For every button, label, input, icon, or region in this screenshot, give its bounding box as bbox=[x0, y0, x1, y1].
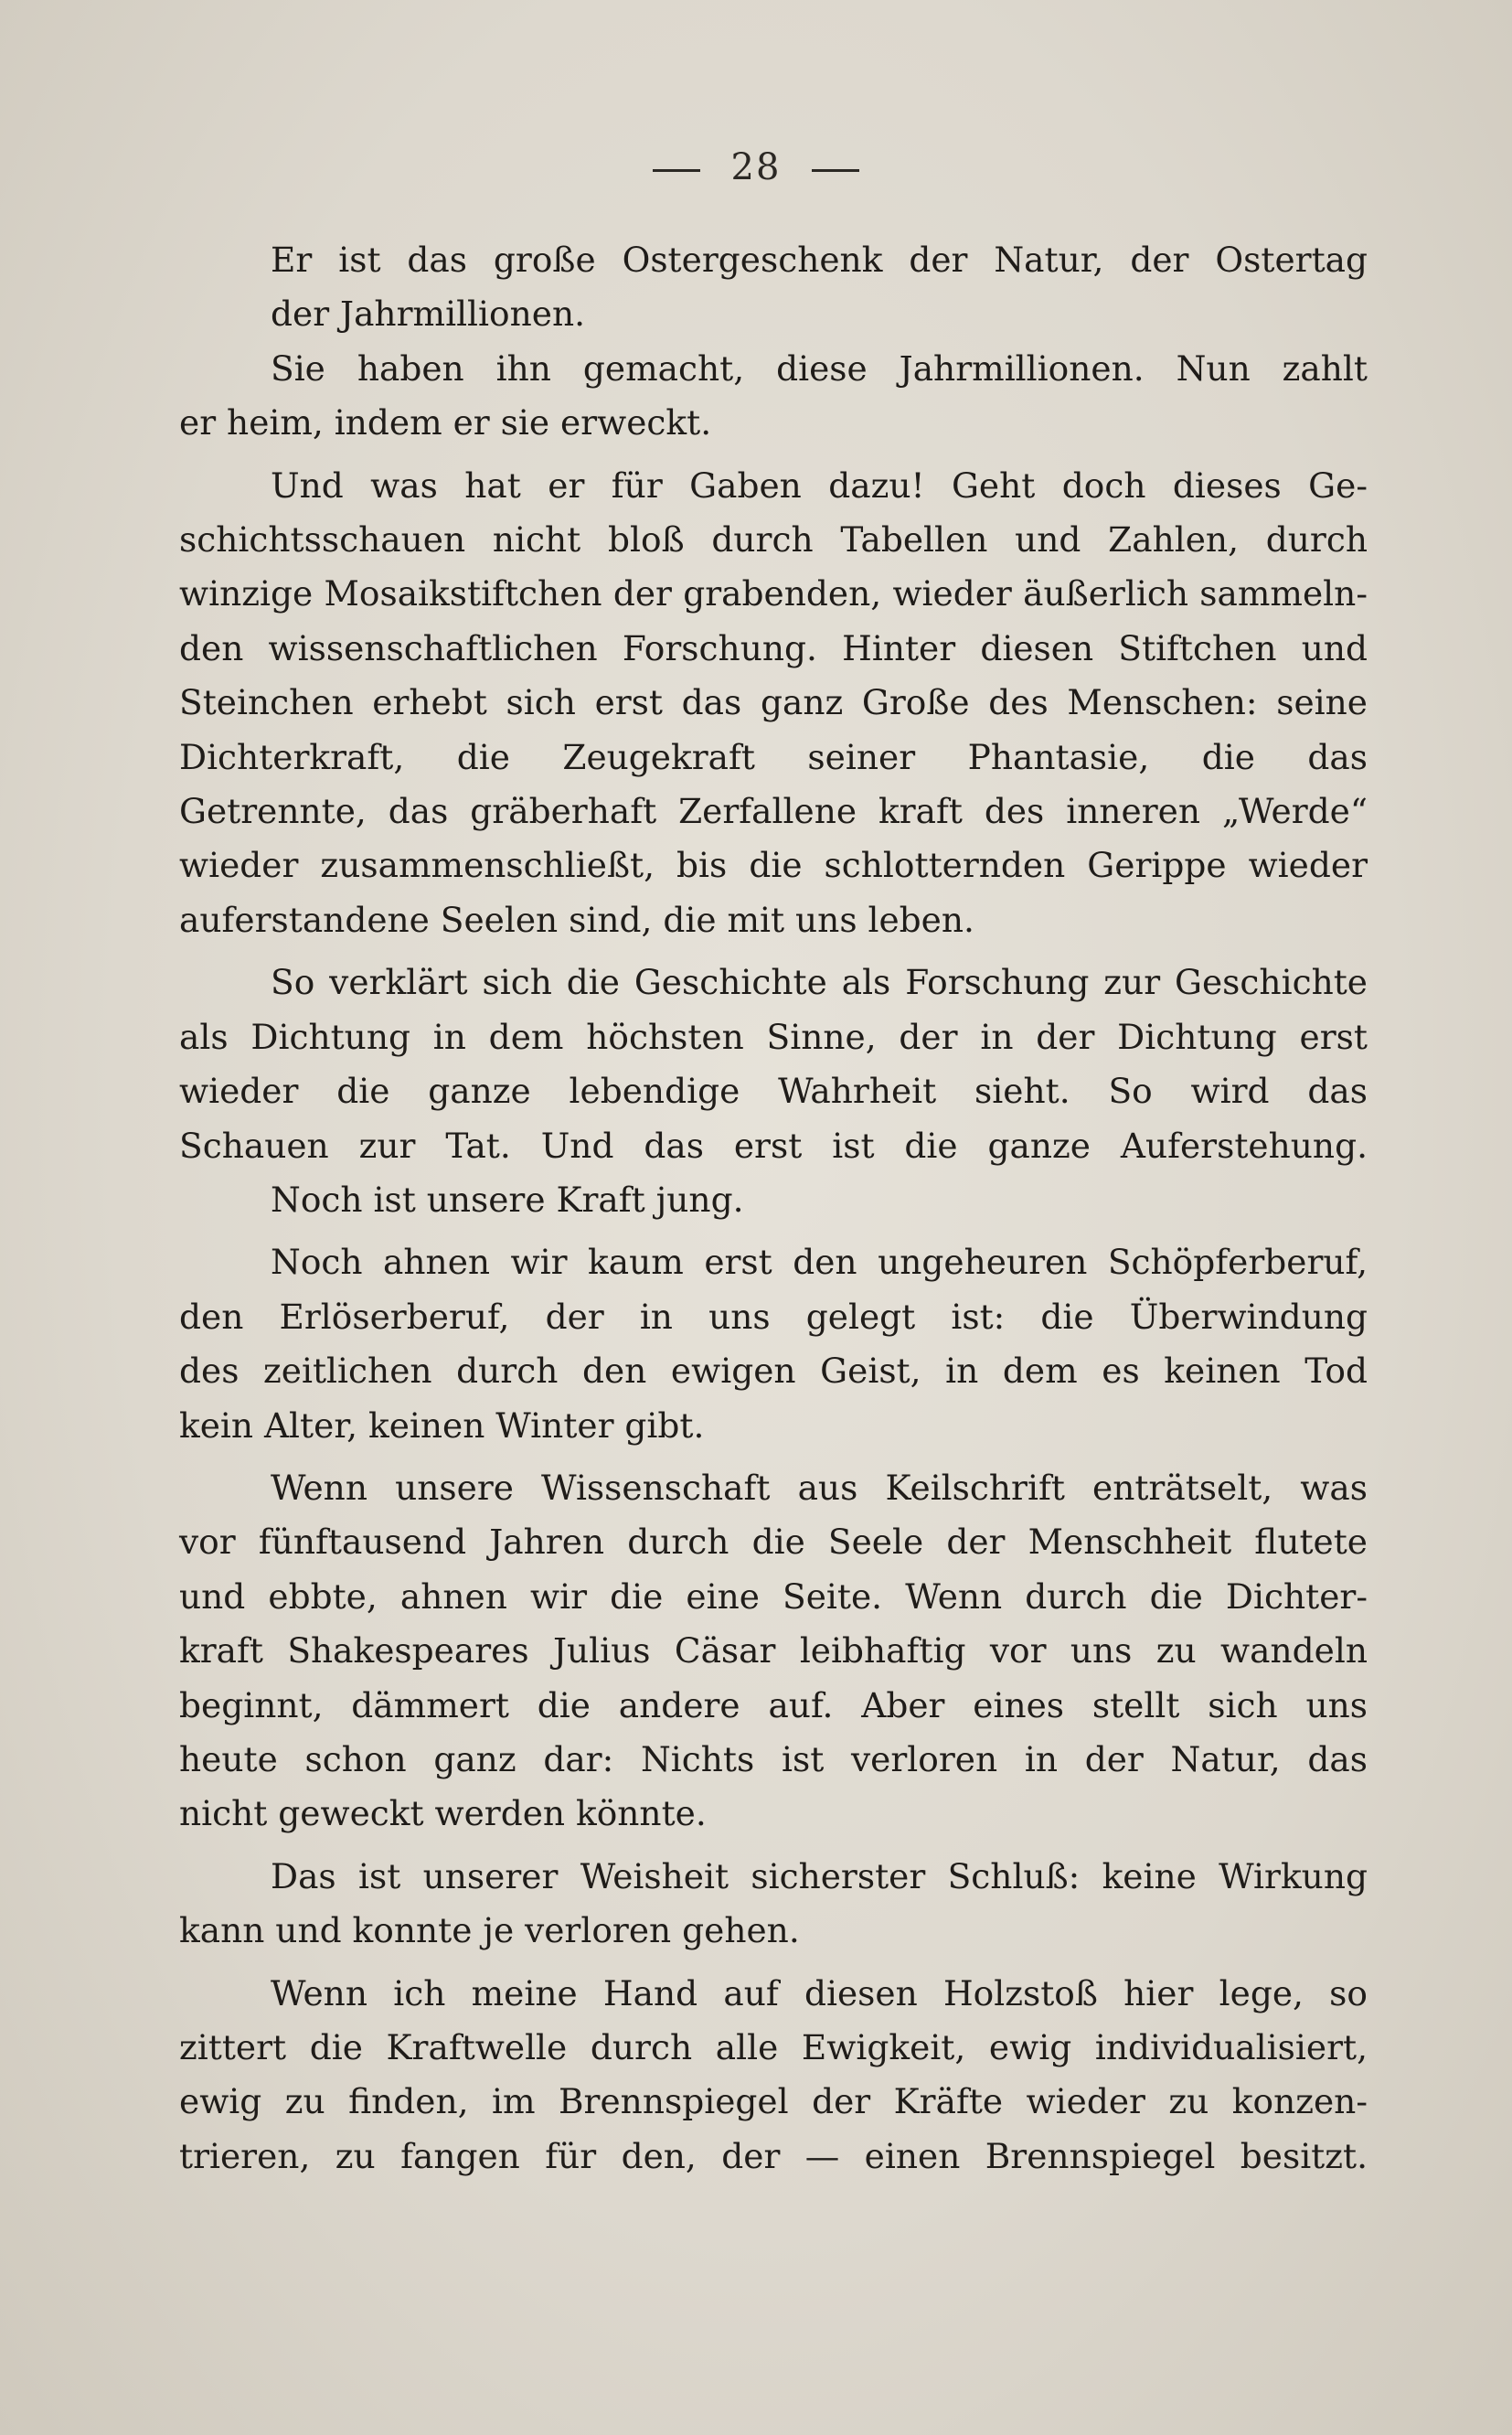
paragraph bbox=[179, 459, 1368, 948]
paragraph bbox=[179, 1461, 1368, 1842]
text-line: nicht geweckt werden könnte. bbox=[179, 1793, 707, 1834]
text-line: Noch ist unsere Kraft jung. bbox=[271, 1179, 744, 1220]
text-line: den Erlöserberuf, der in uns gelegt ist: die Überwindung bbox=[179, 1296, 1368, 1337]
text-line: trieren, zu fangen für den, der — einen Brennspiegel besitzt. bbox=[179, 2135, 1368, 2176]
text-line: schichtsschauen nicht bloß durch Tabellen und Zahlen, durch bbox=[179, 519, 1368, 561]
paragraph bbox=[179, 1850, 1368, 1959]
page-number: 28 bbox=[730, 146, 782, 188]
paragraph bbox=[179, 1967, 1368, 2184]
page-header bbox=[0, 146, 1512, 188]
text-line: Wenn unsere Wissenschaft aus Keilschrift enträtselt, was bbox=[271, 1467, 1368, 1508]
text-line: kann und konnte je verloren gehen. bbox=[179, 1910, 800, 1951]
paragraph bbox=[179, 956, 1368, 1173]
text-line: Getrennte, das gräberhaft Zerfallene kraft des inneren „Werde“ bbox=[179, 791, 1368, 832]
text-line: Sie haben ihn gemacht, diese Jahrmillionen. Nun zahlt bbox=[271, 347, 1368, 389]
text-line: zittert die Kraftwelle durch alle Ewigkeit, ewig individualisiert, bbox=[179, 2027, 1368, 2067]
text-line: den wissenschaftlichen Forschung. Hinter diesen Stiftchen und bbox=[179, 627, 1368, 668]
header-dash-right bbox=[812, 169, 859, 172]
text-line: des zeitlichen durch den ewigen Geist, in dem es keinen Tod bbox=[179, 1351, 1368, 1392]
text-line: beginnt, dämmert die andere auf. Aber eines stellt sich uns bbox=[179, 1684, 1368, 1725]
text-line: und ebbte, ahnen wir die eine Seite. Wenn durch die Dichter- bbox=[179, 1575, 1368, 1617]
text-line: vor fünftausend Jahren durch die Seele der Menschheit flutete bbox=[179, 1522, 1368, 1563]
text-line: Dichterkraft, die Zeugekraft seiner Phantasie, die das bbox=[179, 736, 1368, 777]
text-line: Er ist das große Ostergeschenk der Natur, der Ostertag bbox=[271, 240, 1368, 280]
text-line: Schauen zur Tat. Und das erst ist die ganze Auferstehung. bbox=[179, 1125, 1368, 1166]
text-line: wieder die ganze lebendige Wahrheit sieht. So wird das bbox=[179, 1071, 1368, 1112]
header-dash-left bbox=[653, 169, 700, 172]
text-line: kraft Shakespeares Julius Cäsar leibhaftig vor uns zu wandeln bbox=[179, 1630, 1368, 1671]
paragraph bbox=[179, 1173, 1368, 1227]
text-line: der Jahrmillionen. bbox=[271, 294, 586, 335]
paragraph bbox=[179, 342, 1368, 451]
text-line: Steinchen erhebt sich erst das ganz Große des Menschen: seine bbox=[179, 682, 1368, 723]
text-line: Noch ahnen wir kaum erst den ungeheuren Schöpferberuf, bbox=[271, 1242, 1368, 1283]
paragraph bbox=[179, 233, 1368, 342]
text-line: ewig zu finden, im Brennspiegel der Kräfte wieder zu konzen- bbox=[179, 2081, 1368, 2122]
text-line: er heim, indem er sie erweckt. bbox=[179, 402, 712, 443]
text-line: Wenn ich meine Hand auf diesen Holzstoß hier lege, so bbox=[271, 1972, 1368, 2013]
text-line: winzige Mosaikstiftchen der grabenden, wieder äußerlich sammeln- bbox=[179, 573, 1368, 614]
body-text bbox=[179, 233, 1368, 2184]
text-line: So verklärt sich die Geschichte als Forschung zur Geschichte bbox=[271, 962, 1368, 1003]
text-line: wieder zusammenschließt, bis die schlotternden Gerippe wieder bbox=[179, 845, 1368, 886]
text-line: auferstandene Seelen sind, die mit uns leben. bbox=[179, 899, 974, 940]
text-line: heute schon ganz dar: Nichts ist verloren in der Natur, das bbox=[179, 1738, 1368, 1779]
text-line: kein Alter, keinen Winter gibt. bbox=[179, 1404, 705, 1446]
text-line: Das ist unserer Weisheit sicherster Schluß: keine Wirkung bbox=[271, 1855, 1368, 1896]
text-line: Und was hat er für Gaben dazu! Geht doch dieses Ge- bbox=[271, 465, 1368, 506]
paragraph bbox=[179, 1235, 1368, 1453]
text-line: als Dichtung in dem höchsten Sinne, der in der Dichtung erst bbox=[179, 1016, 1368, 1057]
